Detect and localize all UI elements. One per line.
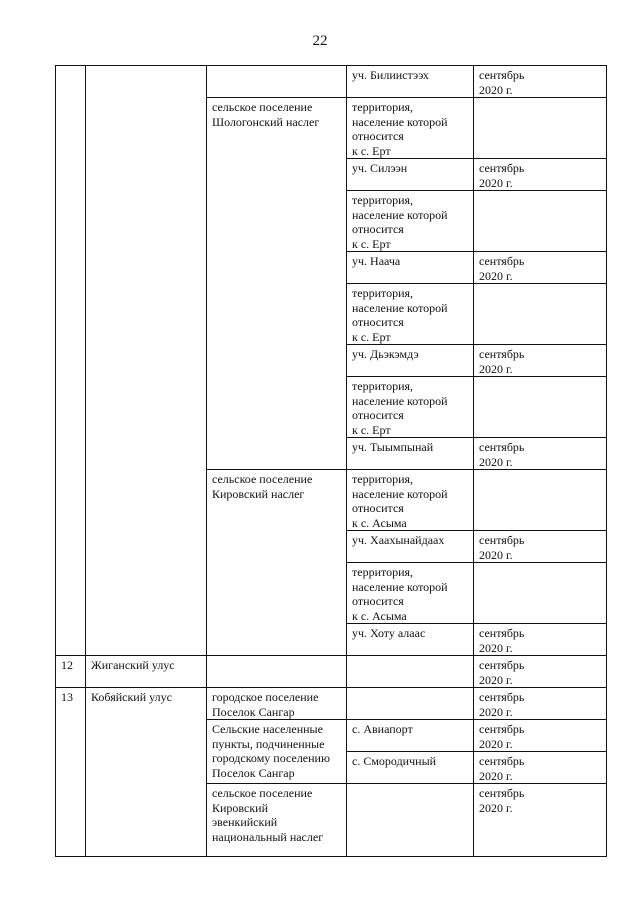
- locality-cell: территория, население которой относится к с. Ерт: [347, 191, 474, 252]
- date-cell: сентябрь 2020 г.: [474, 784, 607, 857]
- settlement-cell: городское поселение Поселок Сангар: [207, 688, 347, 720]
- locality-cell: территория, население которой относится к с. Ерт: [347, 284, 474, 345]
- date-cell: сентябрь 2020 г.: [474, 720, 607, 752]
- date-cell: [474, 470, 607, 531]
- settlement-cell: [207, 656, 347, 688]
- table-row: [56, 656, 607, 688]
- locality-cell: с. Смородичный: [347, 752, 474, 784]
- page-number: 22: [312, 33, 328, 49]
- settlement-cell: сельское поселение Кировский наслег: [207, 470, 347, 656]
- locality-cell: территория, население которой относится к с. Асыма: [347, 563, 474, 624]
- date-cell: [474, 563, 607, 624]
- date-cell: [474, 377, 607, 438]
- date-cell: сентябрь 2020 г.: [474, 688, 607, 720]
- date-cell: [474, 191, 607, 252]
- settlement-cell: сельское поселение Шологонский наслег: [207, 98, 347, 470]
- number-cell: 13: [56, 688, 86, 857]
- locality-cell: уч. Наача: [347, 252, 474, 284]
- locality-cell: территория, население которой относится к с. Ерт: [347, 377, 474, 438]
- table-row: [56, 66, 607, 98]
- locality-cell: уч. Хоту алаас: [347, 624, 474, 656]
- locality-cell: с. Авиапорт: [347, 720, 474, 752]
- date-cell: сентябрь 2020 г.: [474, 345, 607, 377]
- locality-cell: территория, население которой относится к с. Асыма: [347, 470, 474, 531]
- date-cell: [474, 284, 607, 345]
- locality-cell: уч. Дьэкэмдэ: [347, 345, 474, 377]
- district-cell: Кобяйский улус: [86, 688, 207, 857]
- date-cell: [474, 98, 607, 159]
- date-cell: сентябрь 2020 г.: [474, 656, 607, 688]
- locality-cell: уч. Билиистээх: [347, 66, 474, 98]
- date-cell: сентябрь 2020 г.: [474, 752, 607, 784]
- district-cell: Жиганский улус: [86, 656, 207, 688]
- date-cell: сентябрь 2020 г.: [474, 531, 607, 563]
- locality-cell: территория, население которой относится к с. Ерт: [347, 98, 474, 159]
- date-cell: сентябрь 2020 г.: [474, 438, 607, 470]
- locality-cell: уч. Тыымпынай: [347, 438, 474, 470]
- date-cell: сентябрь 2020 г.: [474, 624, 607, 656]
- date-cell: сентябрь 2020 г.: [474, 252, 607, 284]
- locality-cell: уч. Хаахынайдаах: [347, 531, 474, 563]
- district-cell: [86, 66, 207, 656]
- locality-cell: уч. Силээн: [347, 159, 474, 191]
- date-cell: сентябрь 2020 г.: [474, 66, 607, 98]
- date-cell: сентябрь 2020 г.: [474, 159, 607, 191]
- locality-cell: [347, 688, 474, 720]
- number-cell: 12: [56, 656, 86, 688]
- settlement-cell: [207, 66, 347, 98]
- locality-cell: [347, 784, 474, 857]
- settlement-cell: сельское поселение Кировский эвенкийский национальный наслег: [207, 784, 347, 857]
- table-row: [56, 688, 607, 720]
- settlement-cell: Сельские населенные пункты, подчиненные городскому поселению Поселок Сангар: [207, 720, 347, 784]
- locality-cell: [347, 656, 474, 688]
- number-cell: [56, 66, 86, 656]
- settlements-table: [55, 65, 607, 857]
